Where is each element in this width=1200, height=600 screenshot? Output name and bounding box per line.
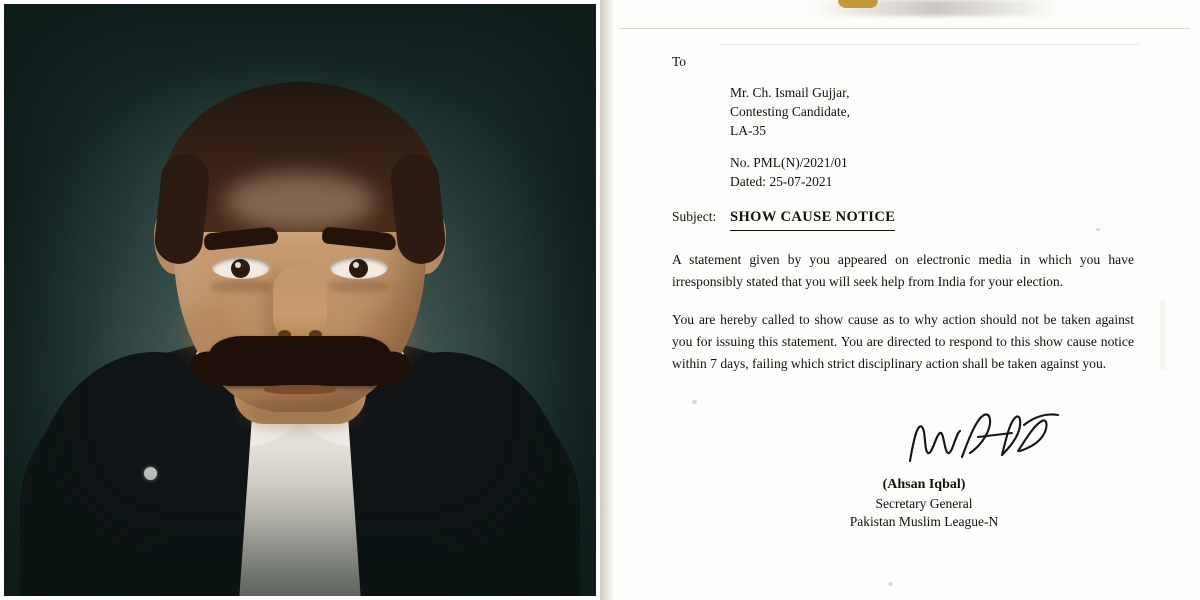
signatory-designation: Secretary General bbox=[875, 495, 973, 511]
body-paragraph-2: You are hereby called to show cause as to why action should not be taken against you for issuing this statement. You are directed to respond to this show cause notice within 7 days, failing which strict disciplinary action shall be taken against you. bbox=[672, 312, 1134, 372]
scan-artifact-rule-second bbox=[720, 44, 1140, 45]
scan-artifact-rule-top bbox=[620, 28, 1190, 29]
reference-number: No. PML(N)/2021/01 bbox=[730, 155, 848, 171]
signatory-name: (Ahsan Iqbal) bbox=[882, 477, 966, 493]
scan-edge-ghost bbox=[1160, 300, 1166, 370]
signature-block bbox=[714, 475, 1134, 532]
to-label: To bbox=[672, 54, 687, 69]
signature-area bbox=[672, 415, 1134, 535]
addressee-line-2: Contesting Candidate, bbox=[730, 103, 850, 119]
subject-row bbox=[672, 207, 1134, 231]
portrait-photo bbox=[4, 4, 596, 596]
reference-date: Dated: 25-07-2021 bbox=[730, 173, 833, 189]
scan-edge-shadow bbox=[600, 0, 614, 600]
scan-speck bbox=[888, 582, 893, 586]
reference-block bbox=[730, 154, 1134, 191]
photo-vignette bbox=[4, 4, 596, 596]
handwritten-signature-icon bbox=[906, 407, 1066, 469]
signatory-organization: Pakistan Muslim League-N bbox=[849, 514, 999, 530]
body-paragraph-1: A statement given by you appeared on electronic media in which you have irresponsibly stated that you will seek help from India for your election. bbox=[672, 252, 1134, 290]
addressee-line-1: Mr. Ch. Ismail Gujjar, bbox=[730, 85, 850, 101]
addressee-line-3: LA-35 bbox=[730, 122, 766, 138]
document-scan-pane bbox=[600, 0, 1200, 600]
subject-value: SHOW CAUSE NOTICE bbox=[730, 207, 895, 231]
addressee-block bbox=[730, 84, 1134, 140]
subject-label: Subject: bbox=[672, 209, 717, 225]
letterhead-gold-mark bbox=[838, 0, 878, 8]
document-text-body bbox=[672, 52, 1134, 535]
